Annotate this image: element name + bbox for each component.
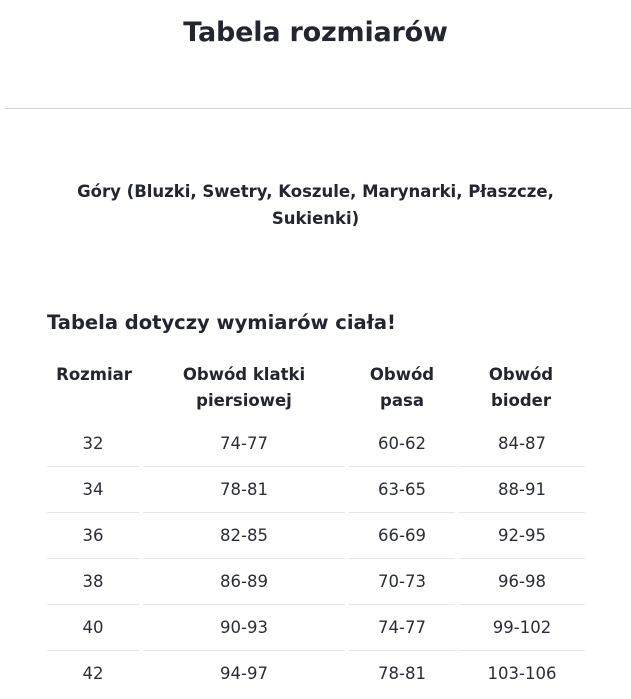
cell-waist: 70-73 <box>347 559 457 605</box>
title-divider <box>5 108 631 109</box>
cell-size: 34 <box>47 467 141 513</box>
cell-hips: 103-106 <box>457 651 585 697</box>
cell-waist: 74-77 <box>347 605 457 651</box>
table-header-row <box>47 362 585 421</box>
page-title: Tabela rozmiarów <box>183 17 448 48</box>
cell-hips: 88-91 <box>457 467 585 513</box>
cell-size: 32 <box>47 421 141 467</box>
cell-chest: 90-93 <box>141 605 347 651</box>
cell-size: 42 <box>82 664 104 684</box>
cell-waist: 63-65 <box>347 467 457 513</box>
cell-chest: 82-85 <box>141 513 347 559</box>
column-header-waist: Obwód pasa <box>369 365 435 410</box>
column-header-size: Rozmiar <box>56 365 132 384</box>
category-subtitle: Góry (Bluzki, Swetry, Koszule, Marynarki, Płaszcze, Sukienki) <box>77 182 554 229</box>
cell-size: 40 <box>47 605 141 651</box>
cell-chest: 94-97 <box>141 651 347 697</box>
column-header-hips: Obwód bioder <box>488 365 554 410</box>
table-row <box>47 605 585 651</box>
cell-size: 36 <box>47 513 141 559</box>
cell-hips: 99-102 <box>457 605 585 651</box>
column-header-chest: Obwód klatki piersiowej <box>182 365 306 410</box>
cell-waist: 66-69 <box>347 513 457 559</box>
table-row <box>47 559 585 605</box>
cell-waist: 60-62 <box>347 421 457 467</box>
size-table-body <box>47 421 585 696</box>
cell-size: 38 <box>47 559 141 605</box>
cell-chest: 78-81 <box>141 467 347 513</box>
table-row <box>47 651 585 697</box>
cell-hips: 92-95 <box>457 513 585 559</box>
table-row <box>47 421 585 467</box>
section-heading: Tabela dotyczy wymiarów ciała! <box>47 311 396 334</box>
cell-hips: 96-98 <box>457 559 585 605</box>
cell-waist: 78-81 <box>347 651 457 697</box>
cell-hips: 84-87 <box>457 421 585 467</box>
cell-chest: 86-89 <box>141 559 347 605</box>
size-table <box>47 362 585 696</box>
table-row <box>47 513 585 559</box>
cell-chest: 74-77 <box>141 421 347 467</box>
size-table-head <box>47 362 585 421</box>
table-row <box>47 467 585 513</box>
